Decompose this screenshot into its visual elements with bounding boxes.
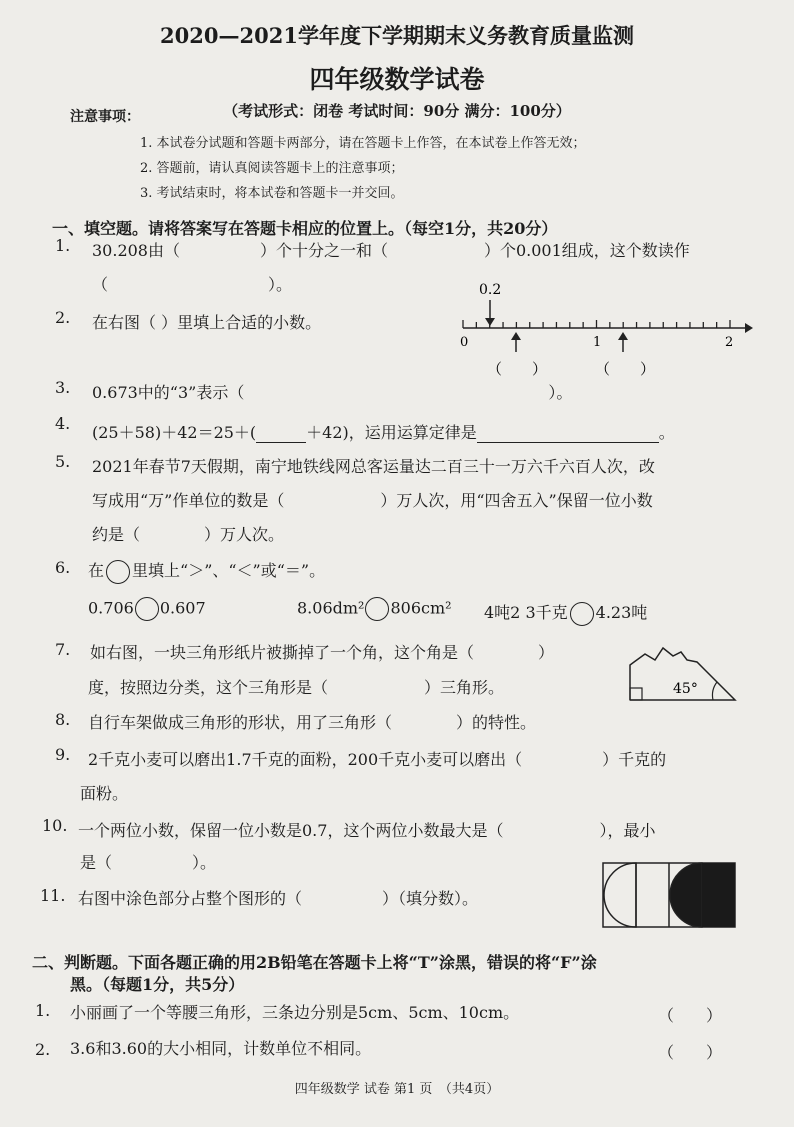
compare3-left: 4吨2 3千克 <box>484 603 568 622</box>
tick-label-2: 2 <box>725 335 734 350</box>
compare1-left: 0.706 <box>88 598 134 618</box>
page-footer: 四年级数学 试卷 第1 页 （共4页） <box>294 1082 500 1097</box>
angle-label: 45° <box>673 681 698 697</box>
compare3-right: 4.23吨 <box>595 603 648 622</box>
q4-text-b: ＋42)，运用运算定律是 <box>306 423 477 442</box>
notes-heading: 注意事项： <box>70 109 140 125</box>
tick-label-1: 1 <box>593 335 602 350</box>
q6-number: 6. <box>55 558 71 577</box>
axis-arrow-head <box>745 323 753 333</box>
section1-heading: 一、填空题。请将答案写在答题卡相应的位置上。（每空1分，共20分） <box>52 219 558 238</box>
numberline-top-label: 0.2 <box>479 282 502 298</box>
compare3-circle <box>570 602 594 626</box>
q5-line1: 2021年春节7天假期，南宁地铁线网总客运量达二百三十一万六千六百人次，改 <box>92 457 655 476</box>
angle-arc <box>712 682 717 700</box>
s2-q1-number: 1. <box>35 1001 51 1020</box>
q4-text-a: (25＋58)＋42＝25＋( <box>92 423 257 442</box>
q1-number: 1. <box>55 236 71 255</box>
s2-q1-bracket: （ ） <box>658 1006 723 1025</box>
q6-text <box>88 558 325 584</box>
q3-number: 3. <box>55 378 71 397</box>
compare2-left: 8.06dm² <box>297 598 365 618</box>
s2-q1-text: 小丽画了一个等腰三角形，三条边分别是5cm、5cm、10cm。 <box>70 1003 520 1022</box>
q4-answer-line <box>477 423 659 443</box>
s2-q2-text: 3.6和3.60的大小相同，计数单位不相同。 <box>70 1039 372 1058</box>
note-item-1: 1. 本试卷分试题和答题卡两部分，请在答题卡上作答，在本试卷上作答无效； <box>140 136 586 151</box>
q4-text <box>92 420 675 443</box>
q7-line1: 如右图，一块三角形纸片被撕掉了一个角，这个角是（ ） <box>90 643 555 662</box>
s2-q2-number: 2. <box>35 1040 51 1059</box>
compare-circle <box>106 560 130 584</box>
compare-row-3 <box>484 600 647 626</box>
q6-text-a: 在 <box>88 561 105 580</box>
tick-label-0: 0 <box>460 335 469 350</box>
q3-text: 0.673中的“3”表示（ ）。 <box>92 383 573 402</box>
blank-a: （ ） <box>487 360 548 378</box>
q5-line3: 约是（ ）万人次。 <box>92 525 285 544</box>
s2-q2-bracket: （ ） <box>658 1043 723 1062</box>
q9-line1: 2千克小麦可以磨出1.7千克的面粉，200千克小麦可以磨出（ ）千克的 <box>88 750 667 769</box>
arrow-b-head <box>618 332 628 340</box>
q2-number: 2. <box>55 308 71 327</box>
arrow-a-head <box>511 332 521 340</box>
right-angle-mark <box>630 688 642 700</box>
q5-number: 5. <box>55 452 71 471</box>
compare1-right: 0.607 <box>159 598 206 618</box>
compare2-circle <box>365 597 389 621</box>
note-item-2: 2. 答题前，请认真阅读答题卡上的注意事项； <box>140 161 404 176</box>
q1-line2: （ ）。 <box>92 275 293 294</box>
q9-number: 9. <box>55 745 71 764</box>
q9-line2: 面粉。 <box>80 784 129 803</box>
torn-triangle-figure <box>625 640 740 706</box>
shaded-half-circle-left <box>670 863 702 927</box>
number-line-figure <box>455 278 755 388</box>
q4-blank <box>256 423 306 443</box>
q10-line1: 一个两位小数，保留一位小数是0.7，这个两位小数最大是（ ），最小 <box>78 821 656 840</box>
section2-heading-line1: 二、判断题。下面各题正确的用2B铅笔在答题卡上将“T”涂黑，错误的将“F”涂 <box>32 953 597 972</box>
q8-text: 自行车架做成三角形的形状，用了三角形（ ）的特性。 <box>88 713 537 732</box>
q11-text: 右图中涂色部分占整个图形的（ ）（填分数）。 <box>78 889 479 908</box>
q2-text: 在右图（ ）里填上合适的小数。 <box>92 313 322 332</box>
exam-subtitle: 四年级数学试卷 <box>309 65 485 94</box>
exam-info: （考试形式：闭卷 考试时间：90分 满分：100分） <box>223 102 571 120</box>
q8-number: 8. <box>55 710 71 729</box>
q10-number: 10. <box>42 816 68 835</box>
axis-ticks <box>463 320 730 328</box>
q7-number: 7. <box>55 640 71 659</box>
shaded-right-cell <box>702 863 735 927</box>
q7-line2: 度，按照边分类，这个三角形是（ ）三角形。 <box>88 678 505 697</box>
q11-number: 11. <box>40 886 66 905</box>
compare-row-2 <box>297 597 452 621</box>
compare1-circle <box>135 597 159 621</box>
q4-text-c: 。 <box>658 423 675 442</box>
q4-number: 4. <box>55 414 71 433</box>
q5-line2: 写成用“万”作单位的数是（ ）万人次，用“四舍五入”保留一位小数 <box>92 491 653 510</box>
q1-line1: 30.208由（ ）个十分之一和（ ）个0.001组成，这个数读作 <box>92 241 690 260</box>
blank-b: （ ） <box>595 360 656 378</box>
compare-row <box>88 597 206 621</box>
exam-title: 2020—2021学年度下学期期末义务教育质量监测 <box>160 23 634 48</box>
note-item-3: 3. 考试结束时，将本试卷和答题卡一并交回。 <box>140 186 404 201</box>
section2-heading-line2: 黑。（每题1分，共5分） <box>70 975 245 994</box>
compare2-right: 806cm² <box>390 598 452 618</box>
q10-line2: 是（ ）。 <box>80 853 217 872</box>
half-circle-left <box>604 863 636 927</box>
shaded-fraction-figure <box>602 862 736 928</box>
q6-text-b: 里填上“＞”、“＜”或“＝”。 <box>132 561 326 580</box>
